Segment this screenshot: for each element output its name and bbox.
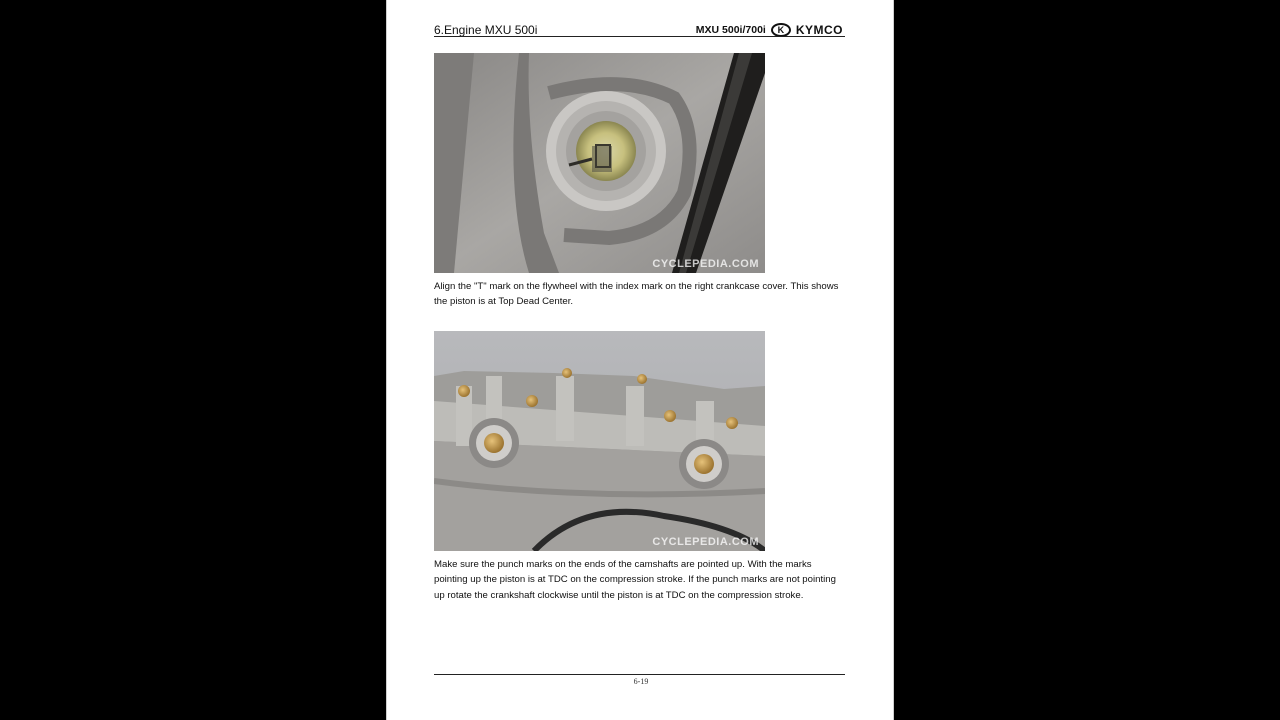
flywheel-timing-photo	[434, 53, 765, 273]
manual-page	[386, 0, 894, 720]
cylinder-head-illustration	[434, 331, 765, 551]
header-brand	[696, 23, 843, 37]
brand-name: KYMCO	[795, 23, 843, 37]
footer-rule	[434, 674, 845, 675]
camshaft-punch-marks-photo	[434, 331, 765, 551]
header-rule	[434, 36, 845, 37]
photo-watermark: CYCLEPEDIA.COM	[652, 536, 759, 548]
figure-caption: Align the "T" mark on the flywheel with the index mark on the right crankcase cover. This shows the piston is at Top Dead Center.	[434, 281, 839, 308]
page-number: 6-19	[633, 677, 649, 686]
section-title: 6.Engine MXU 500i	[434, 23, 538, 37]
figure-caption: Make sure the punch marks on the ends of the camshafts are pointed up. With the marks pointing up the piston is at TDC on the compression stroke. If the punch marks are not pointing up rotate the crankshaft clockwise until the piston is at TDC on the compression stroke.	[434, 559, 836, 601]
flywheel-cover-illustration	[434, 53, 765, 273]
photo-watermark: CYCLEPEDIA.COM	[652, 258, 759, 270]
model-label: MXU 500i/700i	[695, 24, 766, 36]
kymco-logo-icon: K	[771, 23, 791, 37]
